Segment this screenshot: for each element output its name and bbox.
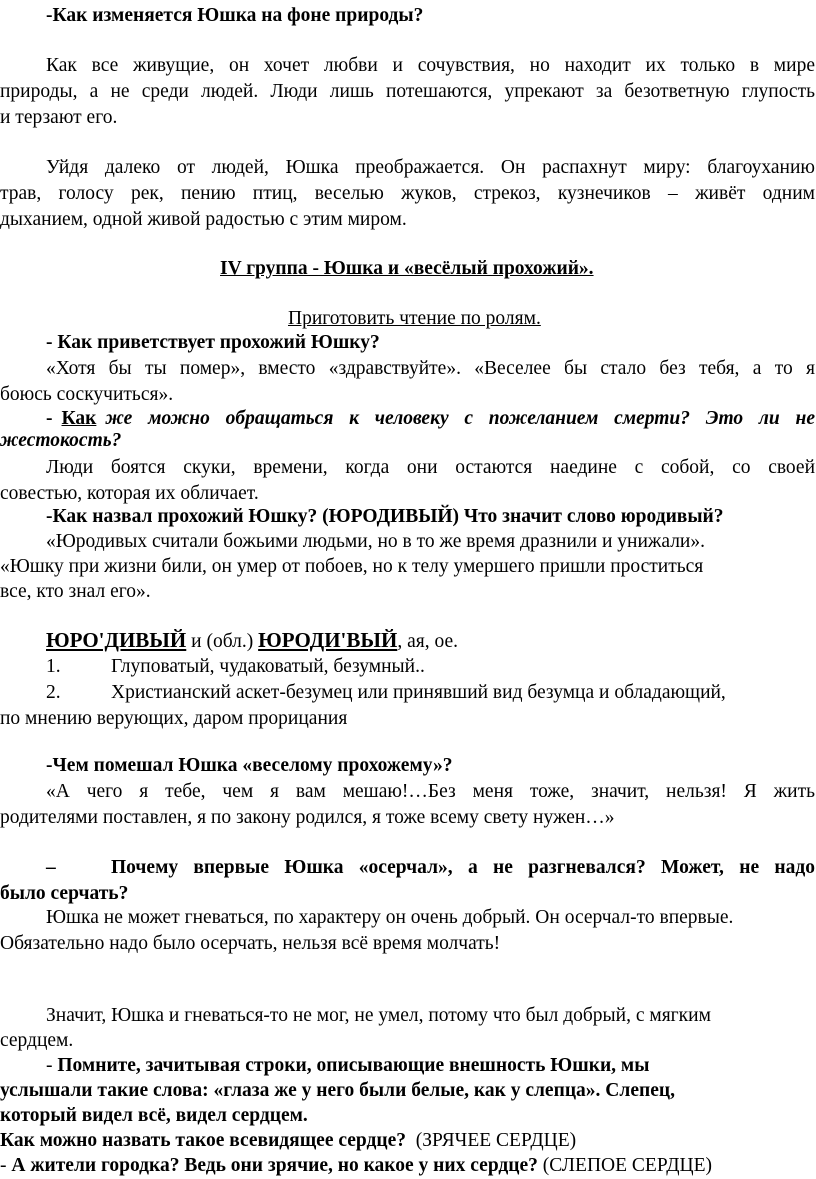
dictionary-word: ЮРО'ДИВЫЙ bbox=[46, 628, 187, 652]
answer-line: Юшка не может гневаться, по характеру он очень добрый. Он осерчал-то впервые. bbox=[46, 907, 734, 928]
paragraph-line: дыханием, одной живой радостью с этим миром. bbox=[0, 209, 407, 230]
dictionary-word: ЮРОДИ'ВЫЙ bbox=[258, 628, 398, 652]
question bbox=[0, 1128, 816, 1154]
answer-line: боюсь соскучиться». bbox=[0, 384, 174, 405]
question-line: жестокость? bbox=[0, 430, 122, 451]
answer-line: совестью, которая их обличает. bbox=[0, 483, 259, 504]
definition-text: Глуповатый, чудаковатый, безумный.. bbox=[111, 656, 425, 677]
question bbox=[0, 1153, 816, 1179]
answer-line: родителями поставлен, я по закону родился, я тоже всему свету нужен…» bbox=[0, 807, 615, 828]
paragraph-line: трав, голосу рек, пению птиц, веселью жуков, стрекоз, кузнечиков – живёт одним bbox=[0, 183, 815, 204]
dictionary-connector: и (обл.) bbox=[186, 631, 259, 652]
answer-line: все, кто знал его». bbox=[0, 581, 151, 602]
question-emphasis: Как bbox=[61, 408, 97, 429]
answer-inline: (СЛЕПОЕ СЕРДЦЕ) bbox=[537, 1155, 712, 1176]
question-dash: – bbox=[46, 857, 56, 878]
paragraph-line: природы, а не среди людей. Люди лишь потешаются, упрекают за безответную глупость bbox=[0, 81, 815, 102]
dictionary-suffix: , ая, ое. bbox=[397, 631, 458, 652]
question-line: было серчать? bbox=[0, 883, 129, 904]
question: Почему впервые Юшка «осерчал», а не разгневался? Может, не надо bbox=[111, 857, 815, 878]
answer-line: Обязательно надо было осерчать, нельзя всё время молчать! bbox=[0, 933, 501, 954]
question: -Как назвал прохожий Юшку? (ЮРОДИВЫЙ) Что значит слово юродивый? bbox=[46, 506, 724, 527]
definition-text: по мнению верующих, даром прорицания bbox=[0, 708, 348, 729]
answer-line: «Хотя бы ты помер», вместо «здравствуйте». «Веселее бы стало без тебя, а то я bbox=[46, 358, 815, 379]
answer-line: «Юродивых считали божьими людьми, но в то же время дразнили и унижали». bbox=[46, 531, 705, 552]
question: - Как приветствует прохожий Юшку? bbox=[46, 332, 380, 353]
question-line: услышали такие слова: «глаза же у него были белые, как у слепца». Слепец, bbox=[0, 1080, 675, 1101]
paragraph-line: Уйдя далеко от людей, Юшка преображается. Он распахнут миру: благоуханию bbox=[46, 157, 815, 178]
conclusion-line: сердцем. bbox=[0, 1030, 74, 1051]
question-dash: - bbox=[46, 1055, 58, 1076]
section-heading: -Как изменяется Юшка на фоне природы? bbox=[46, 5, 424, 26]
task-line: Приготовить чтение по ролям. bbox=[288, 308, 541, 329]
answer-line: «Юшку при жизни били, он умер от побоев, но к телу умершего пришли проститься bbox=[0, 556, 704, 577]
answer-inline: (ЗРЯЧЕЕ СЕРДЦЕ) bbox=[406, 1130, 577, 1151]
conclusion-line: Значит, Юшка и гневаться-то не мог, не умел, потому что был добрый, с мягким bbox=[46, 1005, 711, 1026]
paragraph-line: Как все живущие, он хочет любви и сочувствия, но находит их только в мире bbox=[46, 55, 815, 76]
definition-text: Христианский аскет-безумец или принявший вид безумца и обладающий, bbox=[111, 682, 726, 703]
paragraph-line: и терзают его. bbox=[0, 107, 118, 128]
definition-number: 1. bbox=[46, 656, 61, 677]
question-text: Как можно назвать такое всевидящее сердце? bbox=[0, 1130, 407, 1151]
question-dash: - bbox=[46, 408, 53, 429]
definition-number: 2. bbox=[46, 682, 61, 703]
question-dash: - bbox=[0, 1155, 12, 1176]
question: -Чем помешал Юшка «веселому прохожему»? bbox=[46, 755, 453, 776]
group-heading: IV группа - Юшка и «весёлый прохожий». bbox=[220, 258, 594, 279]
dictionary-entry bbox=[46, 627, 816, 655]
question bbox=[46, 1053, 816, 1079]
answer-line: Люди боятся скуки, времени, когда они остаются наедине с собой, со своей bbox=[46, 457, 815, 478]
question-text: же можно обращаться к человеку с пожеланием смерти? Это ли не bbox=[105, 408, 815, 429]
question-text: А жители городка? Ведь они зрячие, но какое у них сердце? bbox=[11, 1155, 538, 1176]
answer-line: «А чего я тебе, чем я вам мешаю!…Без меня тоже, значит, нельзя! Я жить bbox=[46, 781, 815, 802]
question-text: Помните, зачитывая строки, описывающие внешность Юшки, мы bbox=[57, 1055, 650, 1076]
question-line: который видел всё, видел сердцем. bbox=[0, 1105, 308, 1126]
